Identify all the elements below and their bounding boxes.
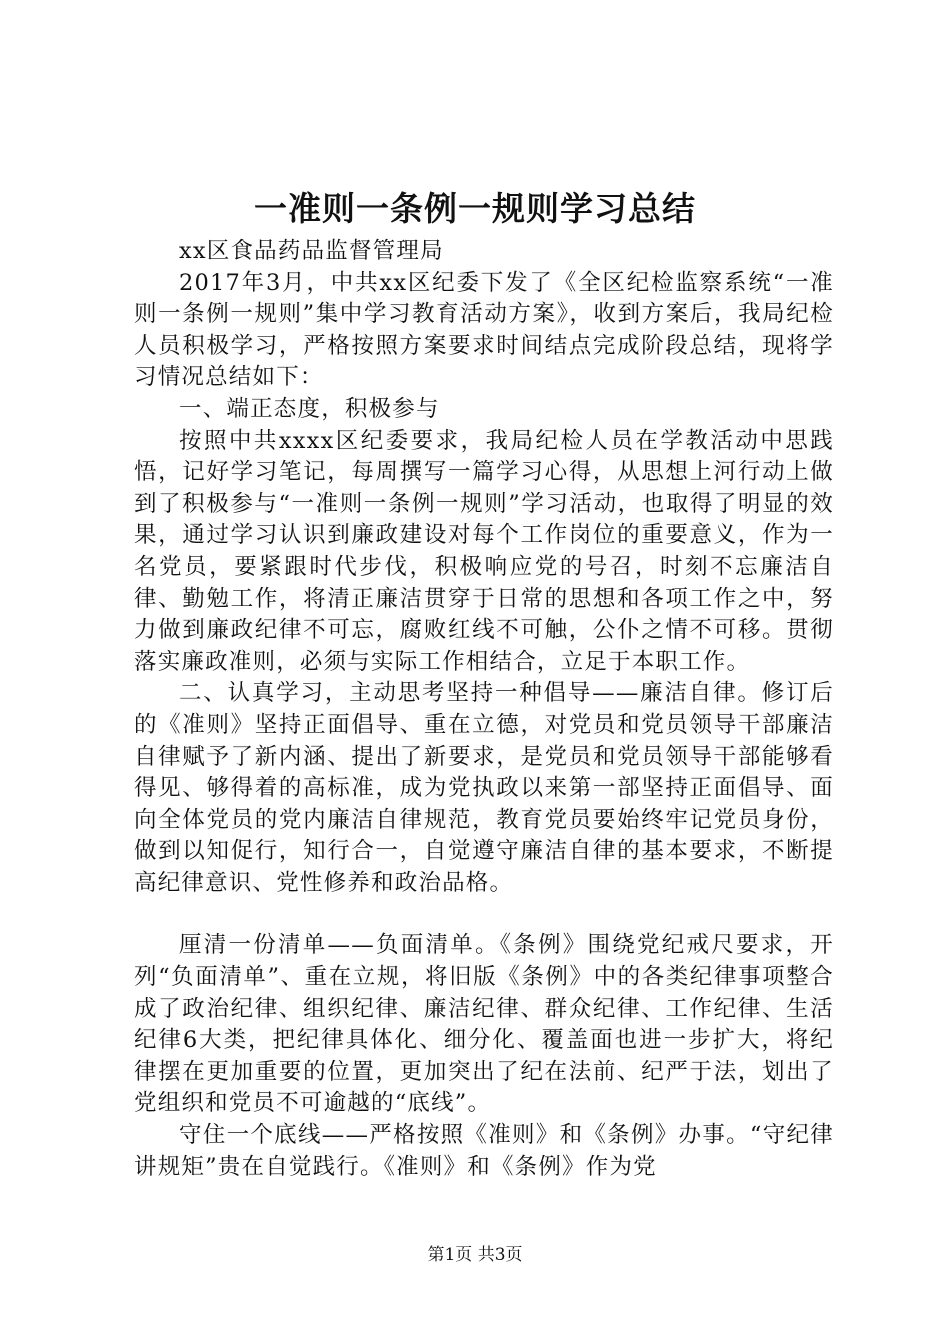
paragraph-bottom-line: 守住一个底线——严格按照《准则》和《条例》办事。“守纪律讲规矩”贵在自觉践行。《准则》和《条例》作为党 xyxy=(134,1122,834,1180)
paragraph-negative-list: 厘清一份清单——负面清单。《条例》围绕党纪戒尺要求，开列“负面清单”、重在立规，将旧版《条例》中的各类纪律事项整合成了政治纪律、组织纪律、廉洁纪律、群众纪律、工作纪律、生活纪律6大类，把纪律具体化、细分化、覆盖面也进一步扩大，将纪律摆在更加重要的位置，更加突出了纪在法前、纪严于法，划出了党组织和党员不可逾越的“底线”。 xyxy=(134,932,834,1117)
page-indicator: 第1页 共3页 xyxy=(427,1245,523,1265)
paragraph-section-2: 二、认真学习，主动思考坚持一种倡导——廉洁自律。修订后的《准则》坚持正面倡导、重在立德，对党员和党员领导干部廉洁自律赋予了新内涵、提出了新要求，是党员和党员领导干部能够看得见、够得着的高标准，成为党执政以来第一部坚持正面倡导、面向全体党员的党内廉洁自律规范，教育党员要始终牢记党员身份，做到以知促行，知行合一，自觉遵守廉洁自律的基本要求，不断提高纪律意识、党性修养和政治品格。 xyxy=(134,680,834,896)
document-body xyxy=(134,236,834,1183)
organization-line: xx区食品药品监督管理局 xyxy=(179,238,444,264)
paragraph-intro: 2017年3月，中共xx区纪委下发了《全区纪检监察系统“一准则一条例一规则”集中学习教育活动方案》，收到方案后，我局纪检人员积极学习，严格按照方案要求时间结点完成阶段总结，现将学习情况总结如下： xyxy=(134,269,834,391)
document-title: 一准则一条例一规则学习总结 xyxy=(254,189,696,228)
paragraph-section-1: 按照中共xxxx区纪委要求，我局纪检人员在学教活动中思践悟，记好学习笔记，每周撰写一篇学习心得，从思想上河行动上做到了积极参与“一准则一条例一规则”学习活动，也取得了明显的效果，通过学习认识到廉政建设对每个工作岗位的重要意义，作为一名党员，要紧跟时代步伐，积极响应党的号召，时刻不忘廉洁自律、勤勉工作，将清正廉洁贯穿于日常的思想和各项工作之中，努力做到廉政纪律不可忘，腐败红线不可触，公仆之情不可移。贯彻落实廉政准则，必须与实际工作相结合，立足于本职工作。 xyxy=(134,427,834,675)
section-heading-1: 一、端正态度，积极参与 xyxy=(179,395,440,422)
